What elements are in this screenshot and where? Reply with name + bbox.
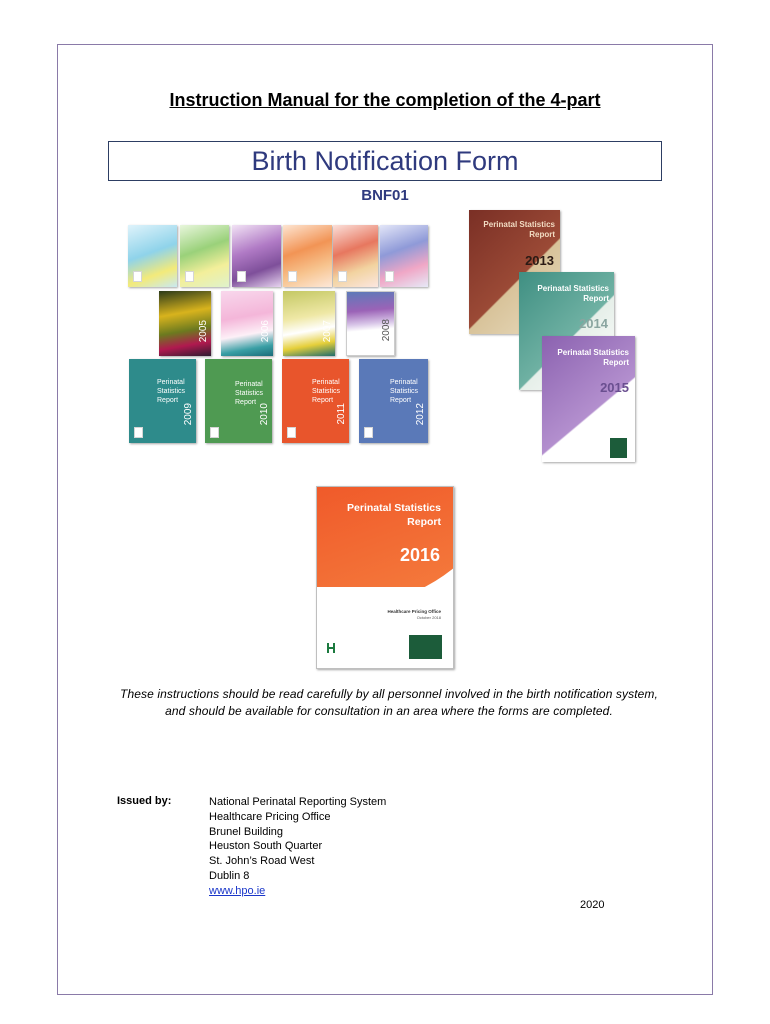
- cover-thumb-2008: [346, 291, 395, 356]
- cover-logo: [288, 271, 297, 282]
- form-title: [108, 141, 662, 181]
- cover-year-label: 2008: [381, 318, 392, 341]
- cover-date: October 2018: [416, 615, 441, 620]
- cover-title-line: Report: [390, 397, 412, 404]
- cover-thumb-3: [232, 225, 281, 287]
- cover-logo: [287, 427, 296, 438]
- cover-logo: [210, 427, 219, 438]
- hse-logo-icon: [325, 641, 339, 655]
- cover-thumb-2006: [221, 291, 273, 356]
- cover-thumb-6: [380, 225, 428, 287]
- cover-thumb-5: [333, 225, 378, 287]
- cover-2016: [316, 486, 454, 669]
- cover-year-label: 2012: [415, 402, 426, 425]
- cover-year: 2014: [579, 316, 608, 331]
- cover-2012: [359, 359, 428, 443]
- cover-year-label: 2010: [259, 402, 270, 425]
- cover-year-label: 2011: [336, 403, 347, 425]
- instructions-notice: These instructions should be read carefully by all personnel involved in the birth notification system, and should be available for consultation in an area where the forms are completed.: [120, 687, 658, 718]
- address-line: National Perinatal Reporting System: [209, 796, 387, 808]
- issued-by-label: Issued by:: [117, 795, 172, 807]
- cover-logo: [364, 427, 373, 438]
- cover-logo: [134, 427, 143, 438]
- cover-year-label: 2005: [198, 319, 209, 342]
- cover-logo: [338, 271, 347, 282]
- cover-publisher-badge: [610, 438, 627, 458]
- cover-title: [312, 378, 340, 405]
- form-code: BNF01: [361, 187, 409, 204]
- cover-thumb-4: [283, 225, 332, 287]
- cover-thumb-2007: [283, 291, 335, 356]
- cover-year-label: 2009: [183, 402, 194, 425]
- cover-title-line: Perinatal: [157, 379, 185, 386]
- cover-title-line: Report: [312, 397, 334, 404]
- address-line: Dublin 8: [209, 869, 250, 882]
- cover-title-line: Perinatal: [312, 379, 340, 386]
- address-line: Healthcare Pricing Office: [209, 810, 331, 823]
- cover-title-line: Report: [235, 399, 257, 406]
- cover-title-line: Statistics: [312, 388, 341, 395]
- cover-thumb-2005: [159, 291, 211, 356]
- cover-logo: [237, 271, 246, 282]
- cover-2015: [542, 336, 635, 462]
- cover-year-label: 2006: [260, 319, 271, 342]
- cover-title: [390, 378, 418, 405]
- cover-hse-logo: [325, 641, 339, 655]
- cover-publisher-badge: [409, 635, 442, 659]
- address-line: Heuston South Quarter: [209, 840, 323, 853]
- cover-title: Perinatal Statistics Report: [557, 348, 629, 367]
- cover-thumb-1: [128, 225, 177, 287]
- cover-title-line: Perinatal: [390, 379, 418, 386]
- cover-year-label: 2007: [322, 319, 333, 342]
- cover-year: 2013: [525, 253, 554, 268]
- cover-year: 2015: [600, 380, 629, 395]
- address-line: St. John’s Road West: [209, 855, 315, 868]
- cover-2009: [129, 359, 196, 443]
- publication-year: 2020: [580, 899, 605, 911]
- cover-title: Perinatal Statistics Report: [537, 284, 609, 303]
- issuer-address: [209, 795, 386, 899]
- cover-publisher: Healthcare Pricing Office: [387, 609, 441, 614]
- cover-logo: [185, 271, 194, 282]
- cover-title-line: Statistics: [157, 388, 186, 395]
- cover-year: 2016: [399, 545, 440, 565]
- cover-title: [157, 378, 185, 405]
- website-link[interactable]: www.hpo.ie: [209, 884, 266, 897]
- address-line: Brunel Building: [209, 825, 283, 838]
- cover-2010: [205, 359, 272, 443]
- cover-title-line: Report: [157, 397, 179, 404]
- cover-logo: [385, 271, 394, 282]
- cover-2011: [282, 359, 349, 443]
- form-title-text: Birth Notification Form: [251, 145, 519, 176]
- cover-thumb-2: [180, 225, 229, 287]
- document-heading: Instruction Manual for the completion of the 4-part: [169, 90, 601, 110]
- cover-title: Perinatal Statistics Report: [347, 502, 441, 528]
- cover-title-line: Perinatal: [235, 381, 263, 388]
- cover-title-line: Statistics: [390, 388, 419, 395]
- cover-logo: [133, 271, 142, 282]
- cover-title-line: Statistics: [235, 390, 264, 397]
- cover-title: Perinatal Statistics Report: [483, 220, 555, 239]
